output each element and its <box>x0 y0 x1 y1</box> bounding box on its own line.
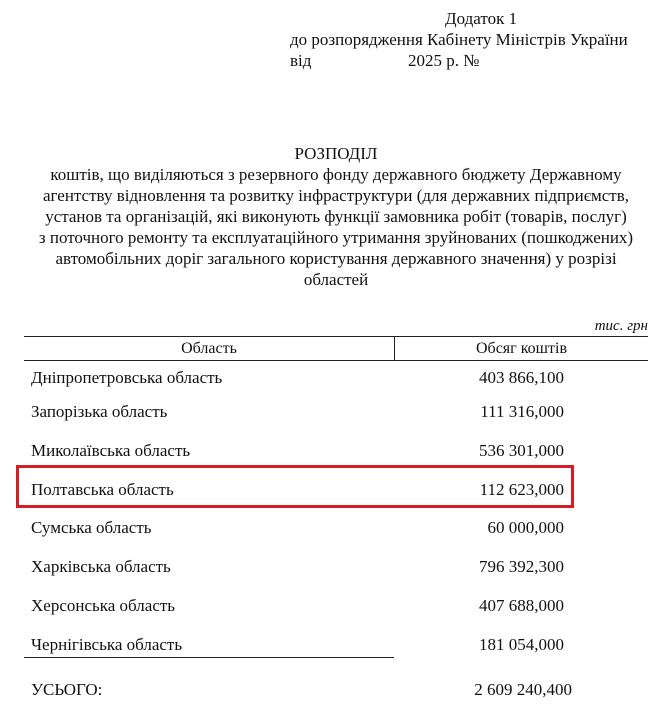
region-name: Харківська область <box>31 557 171 576</box>
column-header-amount: Обсяг коштів <box>476 340 567 357</box>
region-name: Херсонська область <box>31 596 176 615</box>
region-amount: 403 866,100 <box>479 368 564 387</box>
total-row <box>0 679 672 701</box>
annex-from-label: від <box>290 51 312 70</box>
table-row <box>0 634 672 656</box>
annex-date-line <box>290 50 650 71</box>
region-name: Запорізька область <box>31 402 168 421</box>
region-amount: 181 054,000 <box>479 635 564 654</box>
document-subtitle <box>20 164 652 290</box>
region-name: Чернігівська область <box>31 635 183 654</box>
region-amount: 111 316,000 <box>480 402 564 421</box>
table-row <box>0 556 672 578</box>
region-name: Миколаївська область <box>31 441 191 460</box>
region-name: Полтавська область <box>31 480 174 499</box>
annex-number: Додаток 1 <box>445 9 518 28</box>
column-header-region: Область <box>181 340 237 357</box>
region-amount: 536 301,000 <box>479 441 564 460</box>
annex-year-label: 2025 р. № <box>408 51 480 70</box>
table-row <box>0 367 672 389</box>
total-separator <box>24 657 394 658</box>
subtitle-line: автомобільних доріг загального користування державного значення) у розрізі <box>55 249 617 268</box>
total-amount: 2 609 240,400 <box>474 680 572 699</box>
table-row <box>0 401 672 423</box>
region-name: Дніпропетровська область <box>31 368 223 387</box>
region-amount: 796 392,300 <box>479 557 564 576</box>
annex-header <box>290 8 650 71</box>
region-amount: 60 000,000 <box>487 518 564 537</box>
document-heading: РОЗПОДІЛ <box>294 144 378 163</box>
total-label: УСЬОГО: <box>31 680 103 699</box>
table-header-bottom-border <box>24 360 648 361</box>
highlight-frame <box>16 465 574 508</box>
region-amount: 407 688,000 <box>479 596 564 615</box>
subtitle-line: областей <box>303 270 369 289</box>
table-top-border <box>24 336 648 337</box>
table-row <box>0 595 672 617</box>
subtitle-line: установ та організацій, які виконують функції замовника робіт (товарів, послуг) <box>45 207 627 226</box>
subtitle-line: агентству відновлення та розвитку інфраструктури (для державних підприємств, <box>42 186 630 205</box>
subtitle-line: з поточного ремонту та експлуатаційного утримання зруйнованих (пошкоджених) <box>38 228 634 247</box>
annex-decree: до розпорядження Кабінету Міністрів України <box>290 30 628 49</box>
table-row <box>0 440 672 462</box>
subtitle-line: коштів, що виділяються з резервного фонду державного бюджету Державному <box>50 165 622 184</box>
unit-label: тис. грн <box>594 318 648 334</box>
region-name: Сумська область <box>31 518 152 537</box>
region-amount: 112 623,000 <box>479 480 564 499</box>
table-row <box>0 517 672 539</box>
